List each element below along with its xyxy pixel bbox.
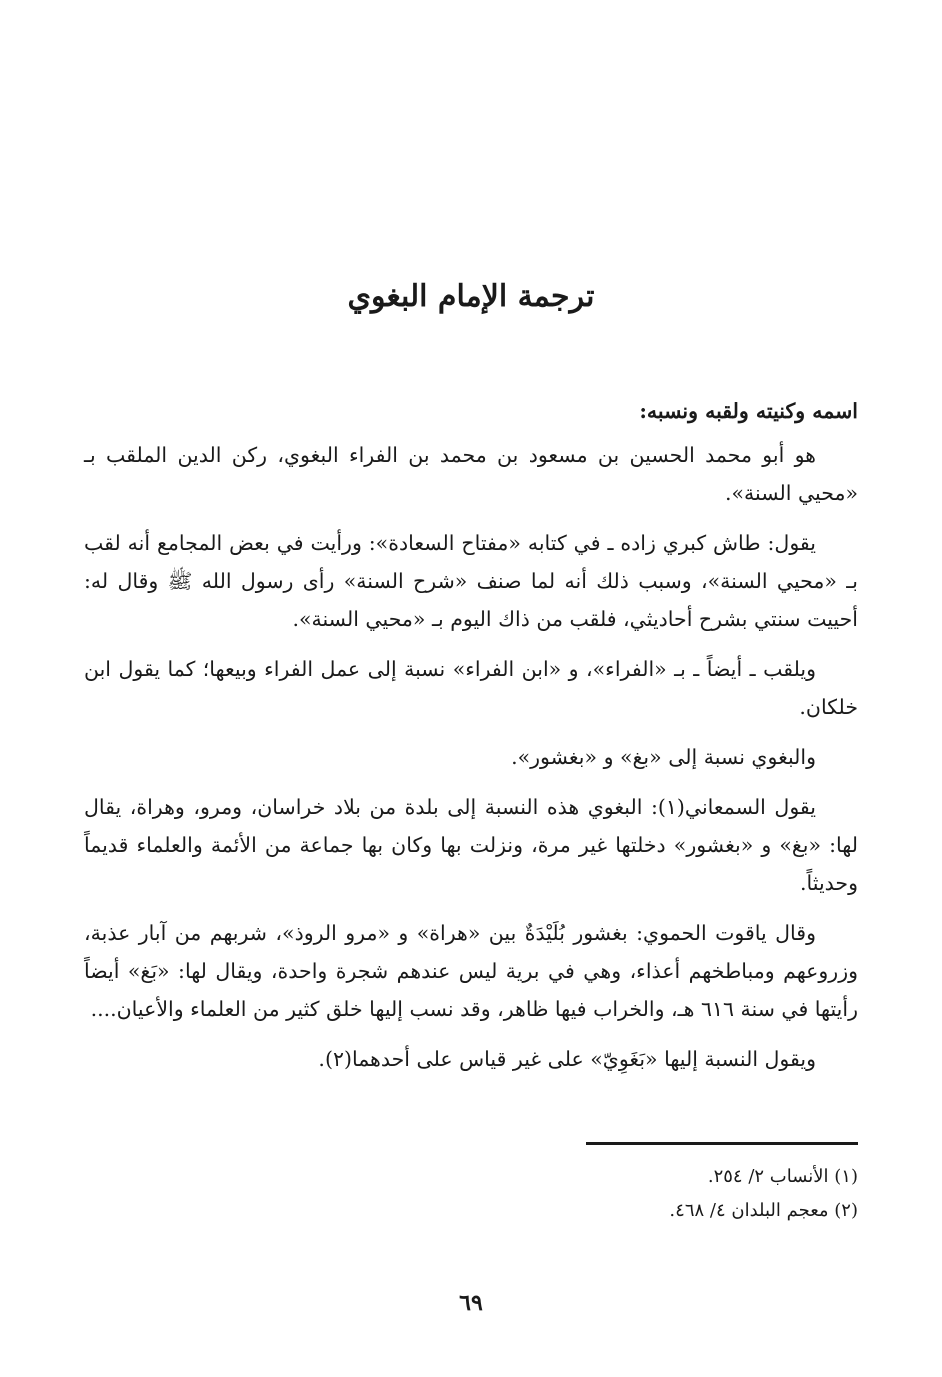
paragraph-samani-quote: يقول السمعاني(١): البغوي هذه النسبة إلى بلدة من بلاد خراسان، ومرو، وهراة، يقال لها: «بغ» و «بغشور» دخلتها غير مرة، ونزلت بها وكان بها جماعة من الأئمة والعلماء قديماً وحديثاً.	[84, 795, 858, 895]
footnotes	[84, 1160, 858, 1228]
paragraph-name-lineage: هو أبو محمد الحسين بن مسعود بن محمد بن الفراء البغوي، ركن الدين الملقب بـ «محيي السنة».	[84, 443, 858, 505]
footnote-2: (٢) معجم البلدان ٤/ ٤٦٨.	[669, 1200, 858, 1221]
page-number: ٦٩	[459, 1290, 483, 1316]
paragraph-title-origin: يقول: طاش كبري زاده ـ في كتابه «مفتاح السعادة»: ورأيت في بعض المجامع أنه لقب بـ «محيي السنة»، وسبب ذلك أنه لما صنف «شرح السنة» رأى رسول الله ﷺ وقال له: أحييت سنتي بشرح أحاديثي، فلقب من ذاك اليوم بـ «محيي السنة».	[84, 531, 858, 631]
footnote-1: (١) الأنساب ٢/ ٢٥٤.	[707, 1166, 858, 1187]
section-heading: اسمه وكنيته ولقبه ونسبه:	[639, 399, 858, 423]
footnote-divider	[586, 1142, 858, 1145]
paragraph-nisba-rule: ويقول النسبة إليها «بَغَوِيّ» على غير قياس على أحدهما(٢).	[318, 1047, 816, 1071]
paragraph-yaqut-quote: وقال ياقوت الحموي: بغشور بُلَيْدَةٌ بين «هراة» و «مرو الروذ»، شربهم من آبار عذبة، وزروعهم ومباطخهم أعذاء، وهي في برية ليس عندهم شجرة واحدة، ويقال لها: «بَغ» أيضاً رأيتها في سنة ٦١٦ هـ، والخراب فيها ظاهر، وقد نسب إليها خلق كثير من العلماء والأعيان....	[84, 921, 858, 1021]
paragraph-farra-title: ويلقب ـ أيضاً ـ بـ «الفراء»، و «ابن الفراء» نسبة إلى عمل الفراء وبيعها؛ كما يقول ابن خلكان.	[84, 657, 858, 719]
paragraph-baghawi-attribution: والبغوي نسبة إلى «بغ» و «بغشور».	[511, 745, 816, 769]
body-text	[84, 392, 858, 1090]
page-title: ترجمة الإمام البغوي	[347, 279, 595, 314]
